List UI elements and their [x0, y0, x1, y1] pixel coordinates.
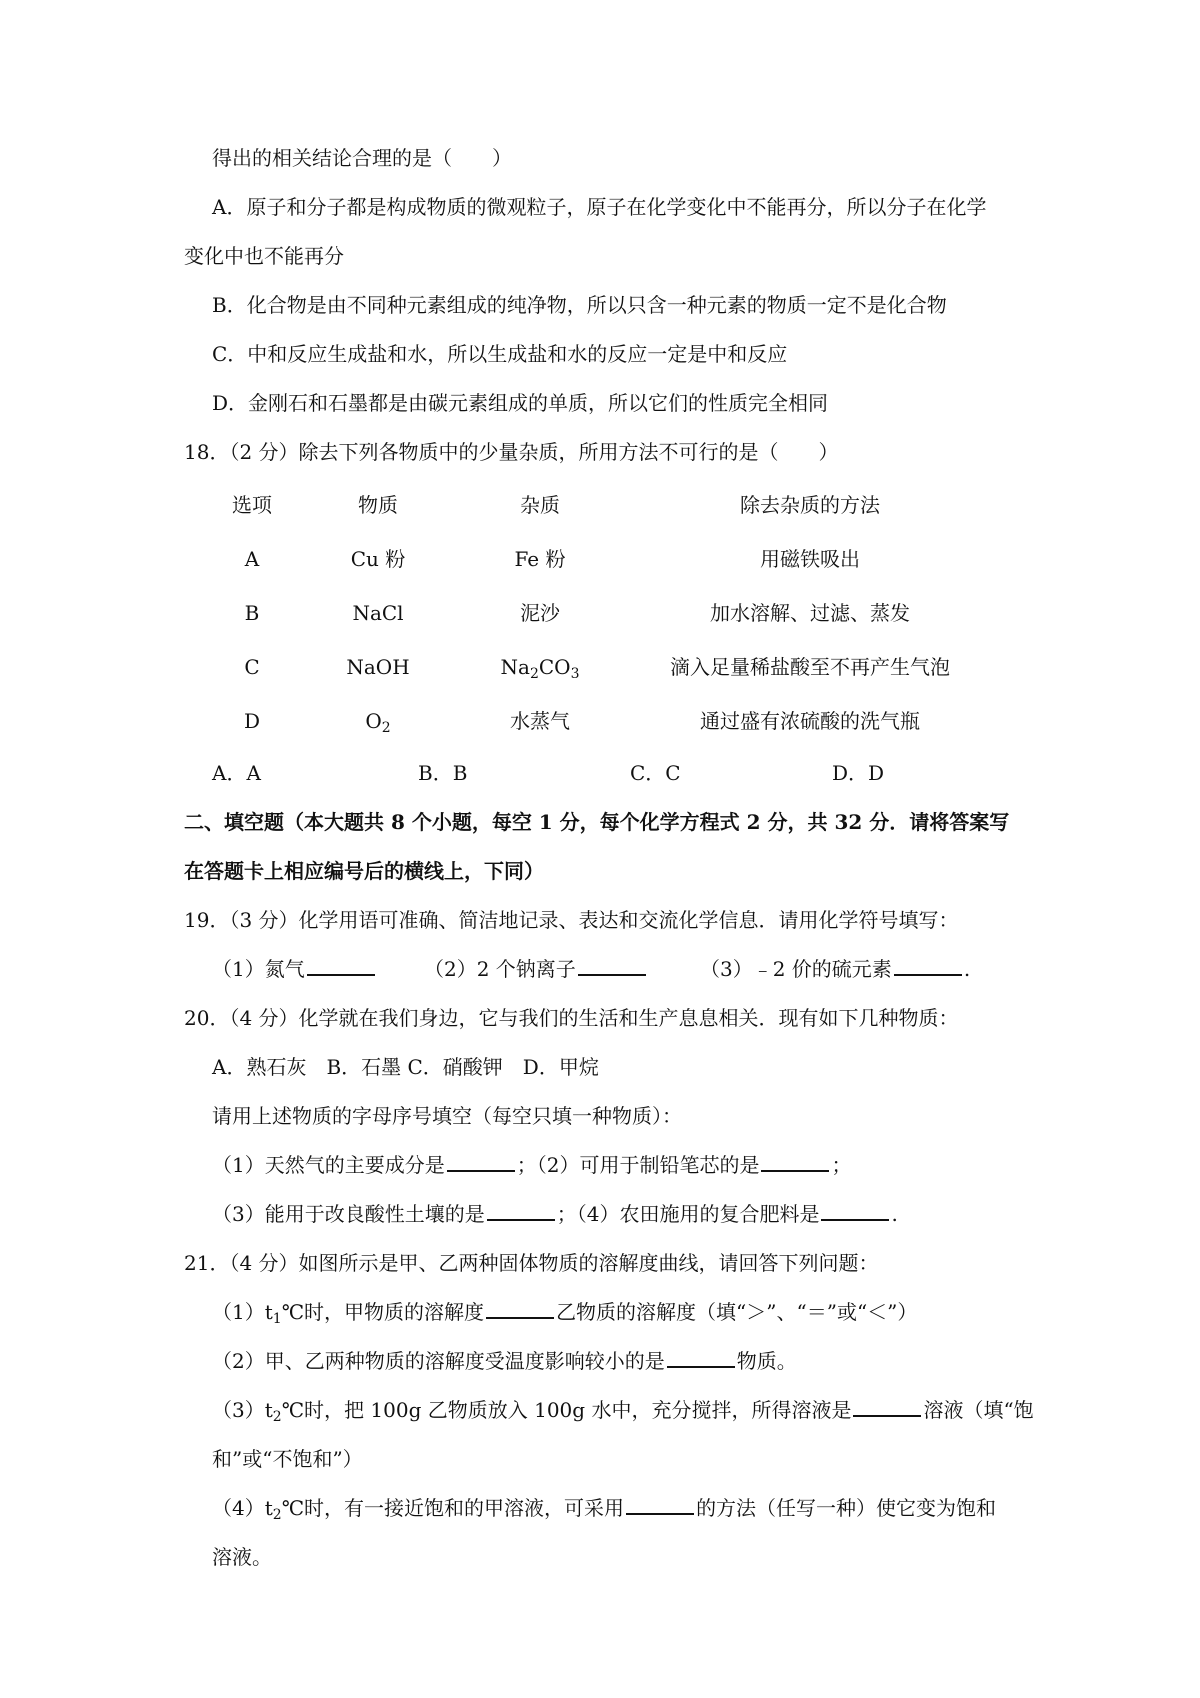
q19-part2: （2）2 个钠离子 [424, 956, 648, 982]
q21-part3-line2: 和”或“不饱和”） [212, 1447, 363, 1471]
answer-blank[interactable] [853, 1397, 921, 1417]
answer-blank[interactable] [667, 1348, 735, 1368]
q21-part2: （2）甲、乙两种物质的溶解度受温度影响较小的是 物质。 [212, 1349, 797, 1373]
q18-choice-b: B．B [418, 761, 468, 785]
answer-blank[interactable] [761, 1152, 829, 1172]
table-row-d-method: 通过盛有浓硫酸的洗气瓶 [700, 709, 920, 733]
q21-part3: $(3)t_2℃$时，把 100g 乙物质放入 100g 水中，充分搅拌，所得溶液是 溶液（填“饱 [212, 1398, 1034, 1425]
q18-choice-d: D．D [832, 761, 885, 785]
table-row-d-impurity: 水蒸气 [510, 709, 570, 733]
q17-option-d: D．金刚石和石墨都是由碳元素组成的单质，所以它们的性质完全相同 [212, 391, 829, 415]
table-header-impurity: 杂质 [520, 493, 560, 517]
table-row-c-method: 滴入足量稀盐酸至不再产生气泡 [670, 655, 950, 679]
q17-option-b: B．化合物是由不同种元素组成的纯净物，所以只含一种元素的物质一定不是化合物 [212, 293, 947, 317]
table-row-c-impurity: $Na_2CO_3$ [500, 655, 580, 682]
q20-stem: 20．（4 分）化学就在我们身边，它与我们的生活和生产息息相关．现有如下几种物质： [184, 1006, 959, 1030]
table-row-a-substance: Cu 粉 [350, 547, 406, 571]
q21-part4: $(4)t_2℃$时，有一接近饱和的甲溶液，可采用 的方法（任写一种）使它变为饱和 [212, 1496, 997, 1523]
q20-instruction: 请用上述物质的字母序号填空（每空只填一种物质）： [212, 1104, 682, 1128]
q17-option-c: C．中和反应生成盐和水，所以生成盐和水的反应一定是中和反应 [212, 342, 788, 366]
q20-parts-3-4: （3）能用于改良酸性土壤的是 ；（4）农田施用的复合肥料是 . [212, 1202, 898, 1226]
table-row-a-method: 用磁铁吸出 [760, 547, 860, 571]
table-row-d-option: D [243, 709, 261, 733]
answer-blank[interactable] [894, 956, 962, 976]
section2-heading-line1: 二、填空题（本大题共 8 个小题，每空 1 分，每个化学方程式 2 分，共 32 分．请将答案写 [184, 810, 1010, 834]
q19-part1: （1）氮气 [212, 956, 377, 982]
q18-stem: 18．（2 分）除去下列各物质中的少量杂质，所用方法不可行的是（ ） [184, 440, 839, 464]
table-row-b-substance: NaCl [352, 601, 404, 625]
section2-heading-line2: 在答题卡上相应编号后的横线上，下同） [184, 859, 544, 883]
q21-part1: $(1)t_1℃$时，甲物质的溶解度 乙物质的溶解度（填“＞”、“＝”或“＜”） [212, 1300, 918, 1327]
q19-part3: （3）﹣2 价的硫元素 . [700, 957, 971, 981]
table-row-a-option: A [244, 547, 260, 571]
q20-options: A．熟石灰 B．石墨 C．硝酸钾 D．甲烷 [212, 1055, 599, 1079]
q21-stem: 21．（4 分）如图所示是甲、乙两种固体物质的溶解度曲线，请回答下列问题： [184, 1251, 879, 1275]
answer-blank[interactable] [578, 956, 646, 976]
q20-parts-1-2: （1）天然气的主要成分是 ；（2）可用于制铅笔芯的是 ； [212, 1153, 852, 1177]
q17-option-a-line1: A．原子和分子都是构成物质的微观粒子，原子在化学变化中不能再分，所以分子在化学 [212, 195, 987, 219]
table-header-substance: 物质 [358, 493, 398, 517]
q17-option-a-line2: 变化中也不能再分 [184, 244, 344, 268]
table-row-d-substance: $O_2$ [365, 709, 391, 736]
q18-choice-c: C．C [630, 761, 681, 785]
table-row-c-substance: NaOH [346, 655, 410, 679]
table-header-option: 选项 [232, 493, 272, 517]
q18-choice-a: A．A [212, 761, 261, 785]
q21-part4-line2: 溶液。 [212, 1545, 272, 1569]
q19-stem: 19．（3 分）化学用语可准确、简洁地记录、表达和交流化学信息．请用化学符号填写： [184, 908, 959, 932]
table-row-a-impurity: Fe 粉 [514, 547, 566, 571]
table-row-b-option: B [244, 601, 260, 625]
answer-blank[interactable] [486, 1299, 554, 1319]
answer-blank[interactable] [487, 1201, 555, 1221]
table-header-method: 除去杂质的方法 [740, 493, 880, 517]
table-row-b-method: 加水溶解、过滤、蒸发 [710, 601, 910, 625]
answer-blank[interactable] [307, 956, 375, 976]
answer-blank[interactable] [626, 1495, 694, 1515]
answer-blank[interactable] [821, 1201, 889, 1221]
answer-blank[interactable] [447, 1152, 515, 1172]
q17-stem-tail: 得出的相关结论合理的是（ ） [212, 146, 512, 170]
table-row-c-option: C [244, 655, 260, 679]
table-row-b-impurity: 泥沙 [520, 601, 560, 625]
